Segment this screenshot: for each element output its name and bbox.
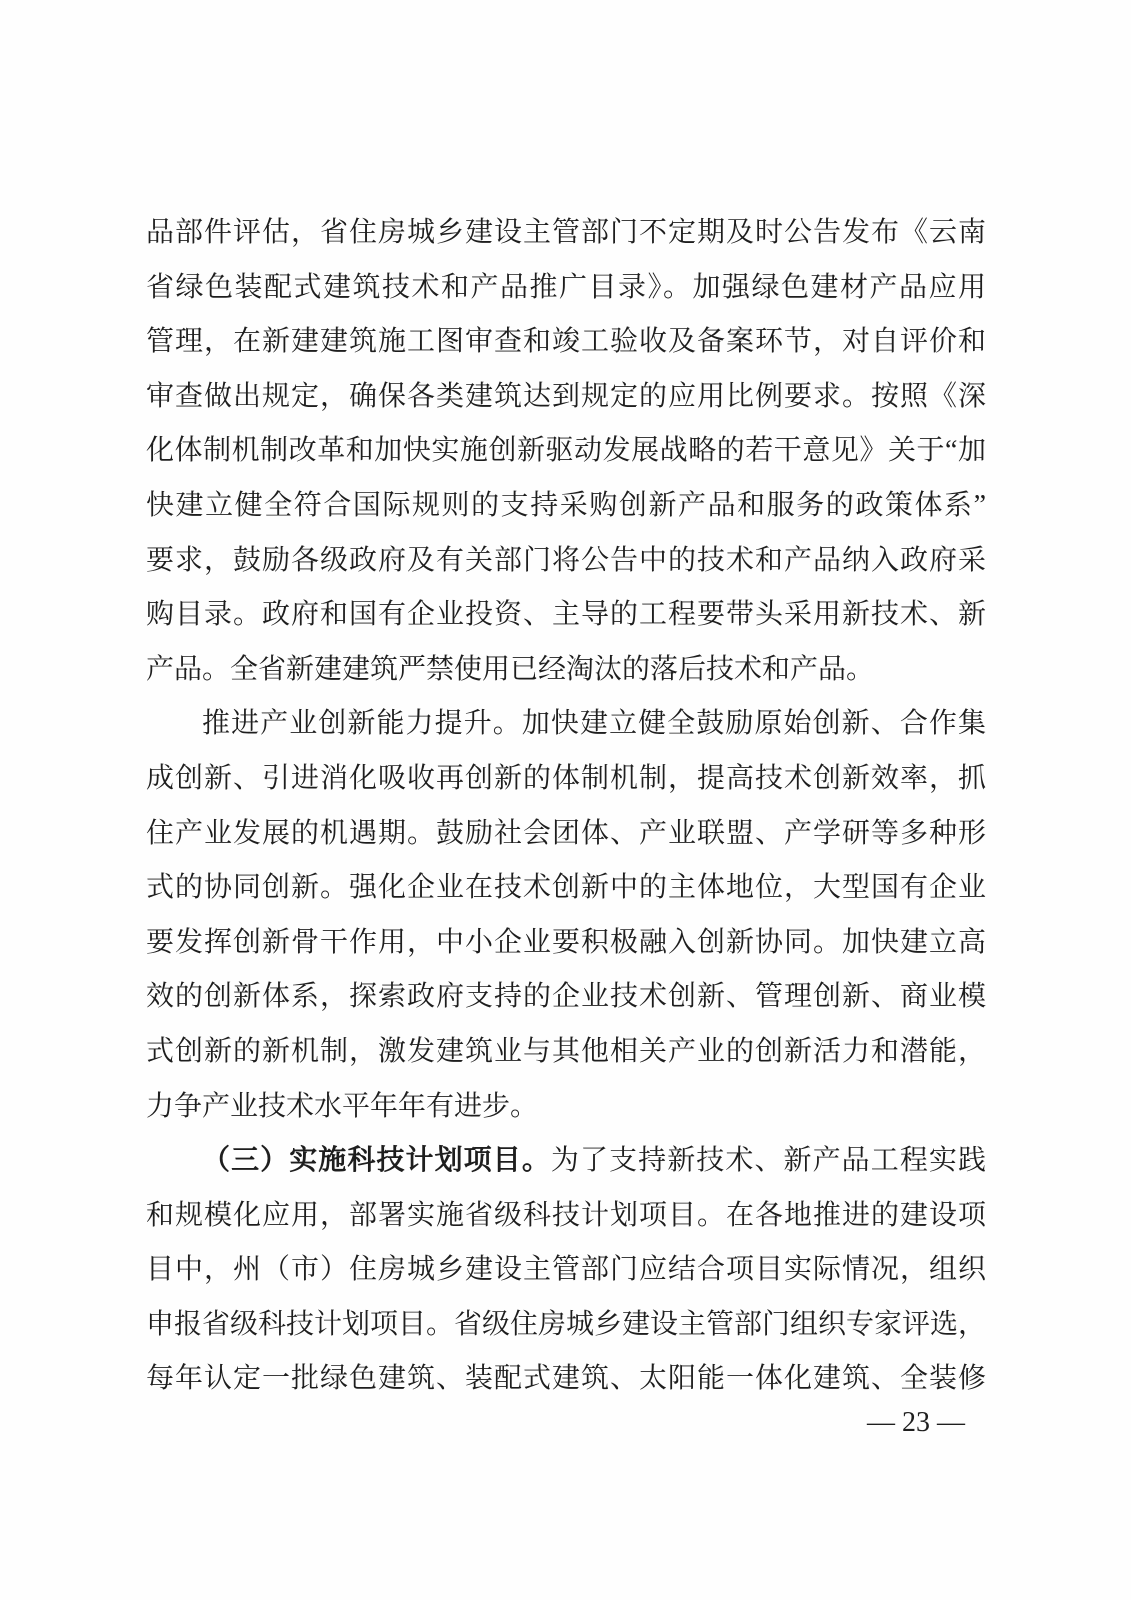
text-line: 化体制机制改革和加快实施创新驱动发展战略的若干意见》关于“加 <box>146 435 986 467</box>
text-line: 成创新、引进消化吸收再创新的体制机制，提高技术创新效率，抓 <box>146 762 986 794</box>
text-line: 住产业发展的机遇期。鼓励社会团体、产业联盟、产学研等多种形 <box>146 817 986 849</box>
text-line: 品部件评估，省住房城乡建设主管部门不定期及时公告发布《云南 <box>146 217 986 248</box>
text-line: 要求，鼓励各级政府及有关部门将公告中的技术和产品纳入政府采 <box>146 544 986 576</box>
text-line <box>146 1134 986 1189</box>
text-line: 申报省级科技计划项目。省级住房城乡建设主管部门组织专家评选， <box>146 1308 987 1340</box>
page-footer <box>867 1400 965 1446</box>
text-line: 目中，州（市）住房城乡建设主管部门应结合项目实际情况，组织 <box>146 1254 986 1286</box>
text-line: 省绿色装配式建筑技术和产品推广目录》。加强绿色建材产品应用 <box>146 271 986 303</box>
text-line: 式创新的新机制，激发建筑业与其他相关产业的创新活力和潜能， <box>146 1035 986 1067</box>
text-line: 力争产业技术水平年年有进步。 <box>146 1090 539 1122</box>
section-heading-rest: 为了支持新技术、新产品工程实践 <box>550 1145 986 1177</box>
text-line: 推进产业创新能力提升。加快建立健全鼓励原始创新、合作集 <box>202 708 986 740</box>
text-line: 每年认定一批绿色建筑、装配式建筑、太阳能一体化建筑、全装修 <box>146 1363 986 1395</box>
text-line: 式的协同创新。强化企业在技术创新中的主体地位，大型国有企业 <box>146 872 986 904</box>
text-line: 管理，在新建建筑施工图审查和竣工验收及备案环节，对自评价和 <box>146 326 986 358</box>
text-line: 要发挥创新骨干作用，中小企业要积极融入创新协同。加快建立高 <box>146 926 986 958</box>
text-block <box>146 206 986 1407</box>
text-line: 快建立健全符合国际规则的支持采购创新产品和服务的政策体系” <box>146 489 986 521</box>
page-number: — 23 — <box>867 1407 965 1438</box>
text-line: 购目录。政府和国有企业投资、主导的工程要带头采用新技术、新 <box>146 599 986 631</box>
text-line: 和规模化应用，部署实施省级科技计划项目。在各地推进的建设项 <box>146 1199 986 1231</box>
text-line: 产品。全省新建建筑严禁使用已经淘汰的落后技术和产品。 <box>146 653 875 685</box>
text-line: 审查做出规定，确保各类建筑达到规定的应用比例要求。按照《深 <box>146 380 986 412</box>
text-line: 效的创新体系，探索政府支持的企业技术创新、管理创新、商业模 <box>146 981 986 1013</box>
section-heading: （三）实施科技计划项目。 <box>202 1145 551 1177</box>
